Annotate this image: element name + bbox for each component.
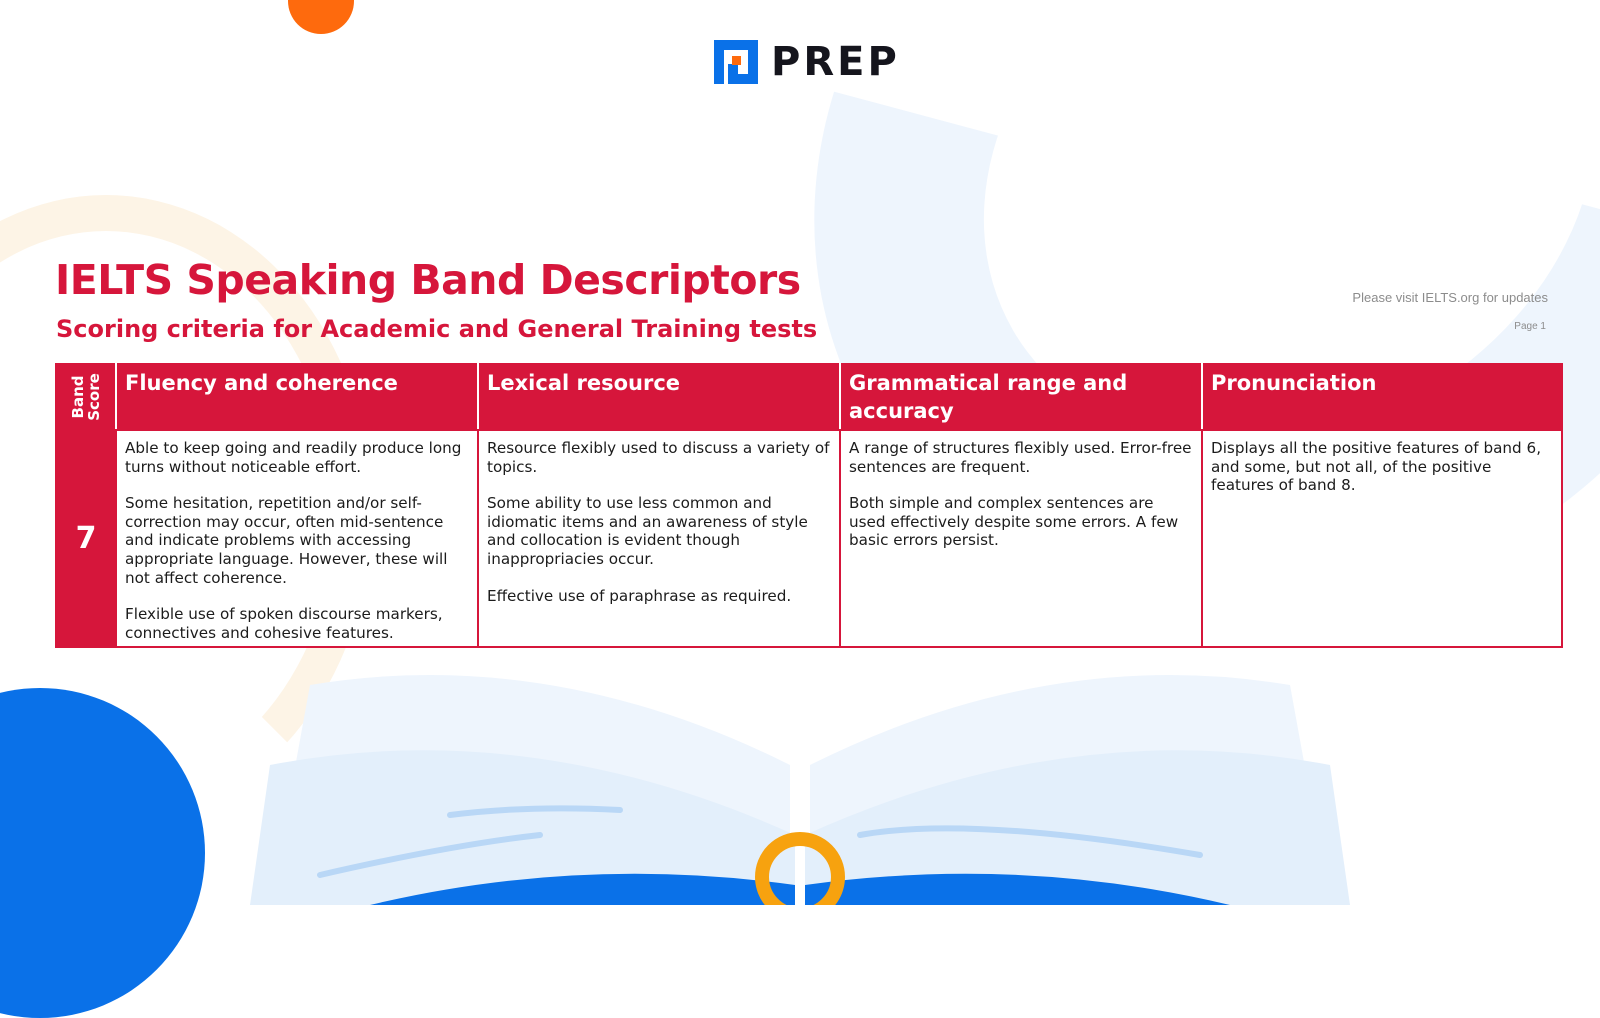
band-descriptor-table xyxy=(55,363,1563,648)
band-score-header xyxy=(56,364,116,430)
band-score-value: 7 xyxy=(56,430,116,647)
descriptor-text: Effective use of paraphrase as required. xyxy=(487,586,792,605)
fluency-descriptor xyxy=(116,430,478,647)
column-header-fluency: Fluency and coherence xyxy=(116,364,478,430)
descriptor-text: Flexible use of spoken discourse markers, connectives and cohesive features. xyxy=(125,605,443,642)
band-score-header-label: Band Score xyxy=(69,373,103,421)
descriptor-text: A range of structures flexibly used. Error-free sentences are frequent. xyxy=(849,439,1192,476)
descriptor-text: Both simple and complex sentences are used effectively despite some errors. A few basic errors persist. xyxy=(849,494,1179,550)
lexical-descriptor xyxy=(478,430,840,647)
brand-name: PREP xyxy=(771,39,900,85)
column-header-pronunciation: Pronunciation xyxy=(1202,364,1562,430)
page-title: IELTS Speaking Band Descriptors xyxy=(55,256,801,304)
grammar-descriptor xyxy=(840,430,1202,647)
pronunciation-descriptor xyxy=(1202,430,1562,647)
descriptor-text: Displays all the positive features of band 6, and some, but not all, of the positive features of band 8. xyxy=(1211,439,1542,495)
page-number: Page 1 xyxy=(1514,321,1546,332)
descriptor-text: Some hesitation, repetition and/or self-correction may occur, often mid-sentence and indicate problems with accessing appropriate language. However, these will not affect coherence. xyxy=(125,494,448,587)
column-header-grammar: Grammatical range and accuracy xyxy=(840,364,1202,430)
table-row xyxy=(56,430,1562,647)
descriptor-text: Able to keep going and readily produce long turns without noticeable effort. xyxy=(125,439,462,476)
descriptor-text: Some ability to use less common and idiomatic items and an awareness of style and collocation is evident though inappropriacies occur. xyxy=(487,494,808,568)
page-subtitle: Scoring criteria for Academic and General Training tests xyxy=(56,315,818,343)
column-header-lexical: Lexical resource xyxy=(478,364,840,430)
update-note: Please visit IELTS.org for updates xyxy=(1352,290,1548,305)
table-header-row xyxy=(56,364,1562,430)
descriptor-text: Resource flexibly used to discuss a variety of topics. xyxy=(487,439,830,476)
